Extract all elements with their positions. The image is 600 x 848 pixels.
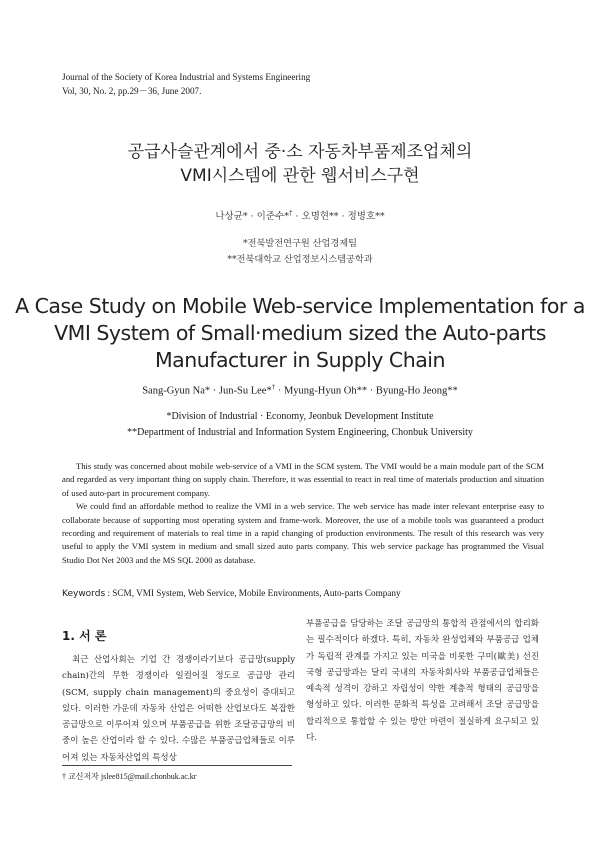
intro-left-column: 최근 산업사회는 기업 간 경쟁이라기보다 공급망(supply chain)간의 무한 경쟁이라 일컬어질 정도로 공급망 관리(SCM, supply chain management)의 중요성이 증대되고 있다. 이러한 가운데 자동차 산업은 어떠한 산업보다도 복잡한 공급망으로 이루어져 있으며 부품공급을 위한 조달공급망의 비중이 높은 산업이라 할 수 있다. 수많은 부품공급업체들로 이루어져 있는 자동차산업의 특성상	[62, 655, 295, 763]
korean-affiliations	[0, 236, 600, 268]
journal-volume: Vol, 30, No. 2, pp.29－36, June 2007.	[62, 86, 202, 96]
english-authors-b: · Myung-Hyun Oh** · Byung-Ho Jeong**	[275, 385, 458, 397]
english-title-line3: Manufacturer in Supply Chain	[155, 348, 445, 372]
journal-name: Journal of the Society of Korea Industrial and Systems Engineering	[62, 72, 311, 82]
abstract-paragraph-2: We could find an affordable method to realize the VMI in a web service. The web service has made inter relevant enterprise easy to collaborate because of supporting most operating system and frame-work. Moreover, the use of a mobile tools was guaranteed a product recording and requirement of materials to real time in a rapid changing of production environments. The result of this research was very useful to apply the VMI system in medium and small sized auto parts company. This web service package has programmed the Visual Studio Dot Net 2003 and the MS SQL 2000 as database.	[62, 501, 544, 565]
korean-affiliation-1: *전북발전연구원 산업경제팀	[242, 238, 357, 249]
korean-affiliation-2: **전북대학교 산업정보시스템공학과	[227, 254, 373, 265]
footnote-divider	[62, 765, 292, 766]
footnote	[62, 771, 196, 782]
keywords-list: : SCM, VMI System, Web Service, Mobile Environments, Auto-parts Company	[105, 588, 401, 598]
journal-info	[62, 70, 310, 98]
korean-authors-b: · 오명현** · 정병호**	[292, 211, 385, 222]
keywords	[62, 588, 562, 599]
english-corresponding-mark: †	[271, 383, 276, 391]
korean-title-line1: 공급사슬관계에서 중·소 자동차부품제조업체의	[127, 142, 473, 162]
english-affiliation-2: **Department of Industrial and Information System Engineering, Chonbuk University	[127, 427, 473, 438]
english-authors	[0, 383, 600, 397]
korean-title-line2: VMI시스템에 관한 웹서비스구현	[180, 166, 420, 186]
english-authors-a: Sang-Gyun Na* · Jun-Su Lee*	[142, 385, 272, 397]
abstract-paragraph-1: This study was concerned about mobile web-service of a VMI in the SCM system. The VMI would be a main module part of the SCM and regarded as very important thing on supply chain. Therefore, it was essential to react in real time of materials production and situation of used auto-part in procurement company.	[62, 461, 544, 498]
english-affiliations	[0, 409, 600, 441]
korean-authors-a: 나상균* · 이준수*	[215, 211, 289, 222]
abstract	[62, 460, 544, 567]
english-title-line2: VMI System of Small·medium sized the Auto-parts	[54, 321, 546, 345]
korean-title	[0, 140, 600, 188]
english-title-line1: A Case Study on Mobile Web-service Implementation for a	[15, 294, 585, 318]
korean-authors	[0, 208, 600, 222]
footnote-text: 교신저자 jslee815@mail.chonbuk.ac.kr	[66, 772, 197, 781]
section-heading-introduction: 1. 서 론	[62, 629, 107, 643]
intro-right-column: 부품공급을 담당하는 조달 공급망의 통합적 관점에서의 합리화는 필수적이다 하겠다. 특히, 자동차 완성업체와 부품공급 업체가 독립적 관계를 가지고 있는 미국을 비롯한 구미(歐美) 선진국형 공급망과는 달리 국내의 자동차회사와 부품공급업체들은 예속적 성격이 강하고 자립성이 약한 계층적 형태의 공급망을 형성하고 있다. 이러한 문화적 특성을 고려해서 조달 공급망을 합리적으로 통합할 수 있는 방안 마련이 절실하게 요구되고 있다.	[306, 619, 539, 744]
corresponding-mark: †	[288, 208, 293, 217]
footnote-mark: †	[62, 772, 66, 781]
english-affiliation-1: *Division of Industrial · Economy, Jeonbuk Development Institute	[166, 411, 434, 422]
keywords-label: Keywords	[62, 589, 106, 599]
english-title	[0, 293, 600, 374]
